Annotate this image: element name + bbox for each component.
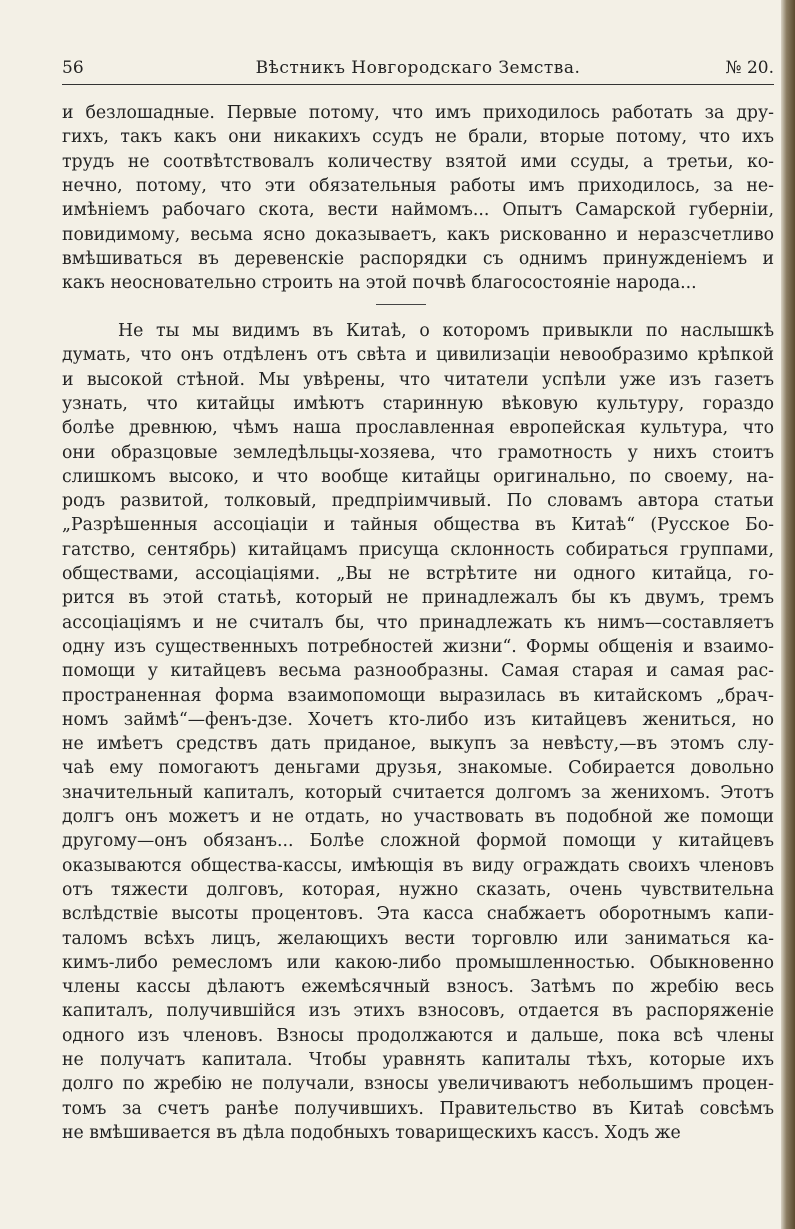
text-line: одну изъ существенныхъ потребностей жизни“. Формы общенія и взаимо- [62,636,774,657]
text-line: значительный капиталъ, который считается долгомъ за женихомъ. Этотъ [62,782,774,803]
text-line: чаѣ ему помогаютъ деньгами друзья, знакомые. Собирается довольно [62,758,774,779]
text-line: гихъ, такъ какъ они никакихъ ссудъ не брали, вторые потому, что ихъ [62,127,774,148]
text-line: узнать, что китайцы имѣютъ старинную вѣковую культуру, гораздо [62,393,774,414]
text-line: рится въ этой статьѣ, который не принадлежалъ бы къ двумъ, тремъ [62,588,774,609]
text-line: имѣніемъ рабочаго скота, вести наймомъ... Опытъ Самарской губерніи, [62,200,774,221]
text-line: кимъ-либо ремесломъ или какою-либо промышленностью. Обыкновенно [62,952,774,973]
header-rule [62,84,774,85]
text-line: и безлошадные. Первые потому, что имъ приходилось работать за дру- [62,103,774,123]
text-line: повидимому, весьма ясно доказываетъ, какъ рискованно и неразсчетливо [62,224,774,245]
text-line: отъ тяжести долговъ, которая, нужно сказать, очень чувствительна [62,879,774,900]
text-line: какъ неосновательно строить на этой почвѣ благосостояніе народа... [62,273,697,294]
running-header [62,58,774,84]
text-line: долгъ онъ можетъ и не отдать, но участвовать въ подобной же помощи [62,807,774,827]
text-line: и высокой стѣной. Мы увѣрены, что читатели успѣли уже изъ газетъ [62,369,774,390]
text-line: вслѣдствіе высоты процентовъ. Эта касса снабжаетъ оборотнымъ капи- [62,904,774,925]
text-line: болѣе древнюю, чѣмъ наша прославленная европейская культура, что [62,418,774,439]
text-line: Не ты мы видимъ въ Китаѣ, о которомъ привыкли по наслышкѣ [118,321,774,341]
text-line: родъ развитой, толковый, предпріимчивый. По словамъ автора статьи [62,491,774,512]
text-line: слишкомъ высоко, и что вообще китайцы оригинально, по своему, на- [62,466,774,487]
text-line: обществами, ассоціаціями. „Вы не встрѣтите ни одного китайца, го- [62,564,774,584]
text-line: нечно, потому, что эти обязательныя работы имъ приходилось, за не- [62,175,774,196]
text-line: члены кассы дѣлаютъ ежемѣсячный взносъ. Затѣмъ по жребію весь [62,977,774,998]
text-line: томъ за счетъ ранѣе получившихъ. Правительство въ Китаѣ совсѣмъ [62,1098,774,1119]
text-line: капиталъ, получившійся изъ этихъ взносовъ, отдается въ распоряженіе [62,1001,774,1022]
text-line: долго по жребію не получали, взносы увеличиваютъ небольшимъ процен- [62,1074,774,1095]
text-line: вмѣшиваться въ деревенскіе распорядки съ однимъ принужденіемъ и [62,248,774,269]
journal-title: Вѣстникъ Новгородскаго Земства. [255,58,581,78]
text-line: не имѣетъ средствъ дать приданое, выкупъ за невѣсту,—въ этомъ слу- [62,734,774,755]
text-line: оказываются общества-кассы, имѣющія въ виду ограждать своихъ членовъ [62,855,774,876]
text-line: помощи у китайцевъ весьма разнообразны. Самая старая и самая рас- [62,661,774,682]
text-line: одного изъ членовъ. Взносы продолжаются и дальше, пока всѣ члены [62,1025,774,1046]
page-edge-shadow [781,0,795,1229]
text-line: гатство, сентябрь) китайцамъ присуща склонность собираться группами, [62,539,774,560]
text-line: другому—онъ обязанъ... Болѣе сложной формой помощи у китайцевъ [62,831,774,852]
text-line: думать, что онъ отдѣленъ отъ свѣта и цивилизаціи невообразимо крѣпкой [62,345,774,366]
issue-number: № 20. [725,58,774,78]
page-number: 56 [62,58,84,78]
text-line: трудъ не соотвѣтствовалъ количеству взятой ими ссуды, а третьи, ко- [62,151,774,172]
text-line: таломъ всѣхъ лицъ, желающихъ вести торговлю или заниматься ка- [62,928,774,949]
text-line: они образцовые земледѣльцы-хозяева, что грамотность у нихъ стоитъ [62,442,774,463]
text-line: не вмѣшивается въ дѣла подобныхъ товарищескихъ кассъ. Ходъ же [62,1122,681,1143]
text-line: номъ займѣ“—фенъ-дзе. Хочетъ кто-либо изъ китайцевъ жениться, но [62,709,774,730]
section-separator [376,304,426,305]
text-line: не получатъ капитала. Чтобы уравнять капиталы тѣхъ, которые ихъ [62,1050,774,1070]
text-line: „Разрѣшенныя ассоціаціи и тайныя общества въ Китаѣ“ (Русское Бо- [62,515,774,536]
text-line: пространенная форма взаимопомощи выразилась въ китайскомъ „брач- [62,685,774,706]
text-line: ассоціаціямъ и не считалъ бы, что принадлежать къ нимъ—составляетъ [62,612,774,633]
